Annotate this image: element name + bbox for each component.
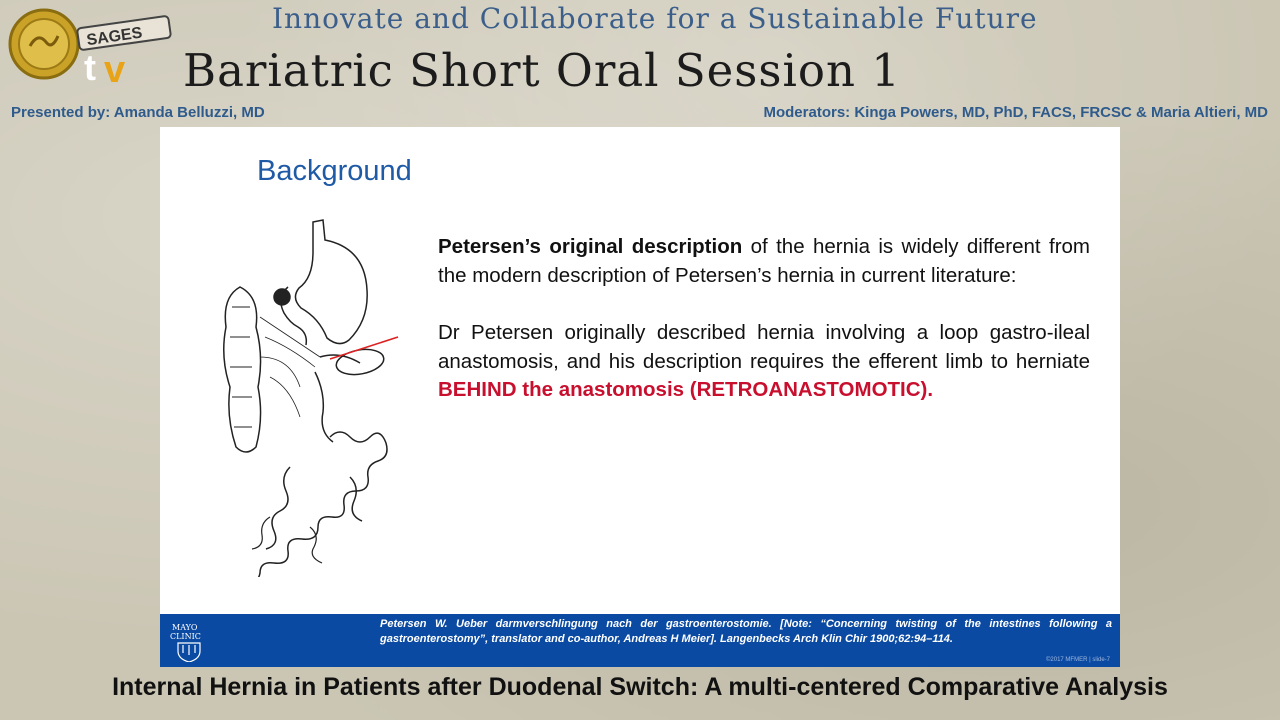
citation-text: Petersen W. Ueber darmverschlingung nach der gastroenterostomie. [Note: “Concerning twisting of the intestines following a gastroenterostomy”, translator and co-author, Andreas H Meier]. Langenbecks Arch Klin Chir 1900;62:94–114. <box>380 618 1112 645</box>
emphasis-original-description: Petersen’s original description <box>438 235 743 258</box>
conference-tagline: Innovate and Collaborate for a Sustainable Future <box>272 2 1038 35</box>
presenter-label: Presented by: Amanda Belluzzi, MD <box>11 104 265 121</box>
slide-body <box>438 233 1090 434</box>
session-title: Bariatric Short Oral Session 1 <box>183 44 901 97</box>
svg-text:CLINIC: CLINIC <box>170 632 201 641</box>
paragraph-2-text: Dr Petersen originally described hernia involving a loop gastro-ileal anastomosis, and his description requires the efferent limb to herniate <box>438 321 1090 373</box>
slide-footer <box>160 614 1120 667</box>
presentation-title: Internal Hernia in Patients after Duodenal Switch: A multi-centered Comparative Analysis <box>112 673 1168 701</box>
anatomical-illustration <box>210 217 410 577</box>
paragraph-petersen-description <box>438 319 1090 405</box>
svg-text:MAYO: MAYO <box>172 623 198 632</box>
paragraph-original-description <box>438 233 1090 290</box>
emphasis-retroanastomotic: BEHIND the anastomosis (RETROANASTOMOTIC). <box>438 378 934 401</box>
moderators-label: Moderators: Kinga Powers, MD, PhD, FACS, FRCSC & Maria Altieri, MD <box>763 104 1268 121</box>
svg-text:t: t <box>84 47 96 84</box>
slide-heading: Background <box>257 155 412 187</box>
paragraph-1-text: of the hernia is widely different from the modern description of Petersen’s hernia in current literature: <box>438 235 1090 287</box>
sages-tv-logo <box>6 6 176 84</box>
presentation-slide <box>160 127 1120 667</box>
copyright-text: ©2017 MFMER | slide-7 <box>1046 657 1110 663</box>
svg-text:SAGES: SAGES <box>85 24 144 50</box>
svg-text:v: v <box>104 49 126 84</box>
mayo-clinic-logo <box>170 620 210 662</box>
